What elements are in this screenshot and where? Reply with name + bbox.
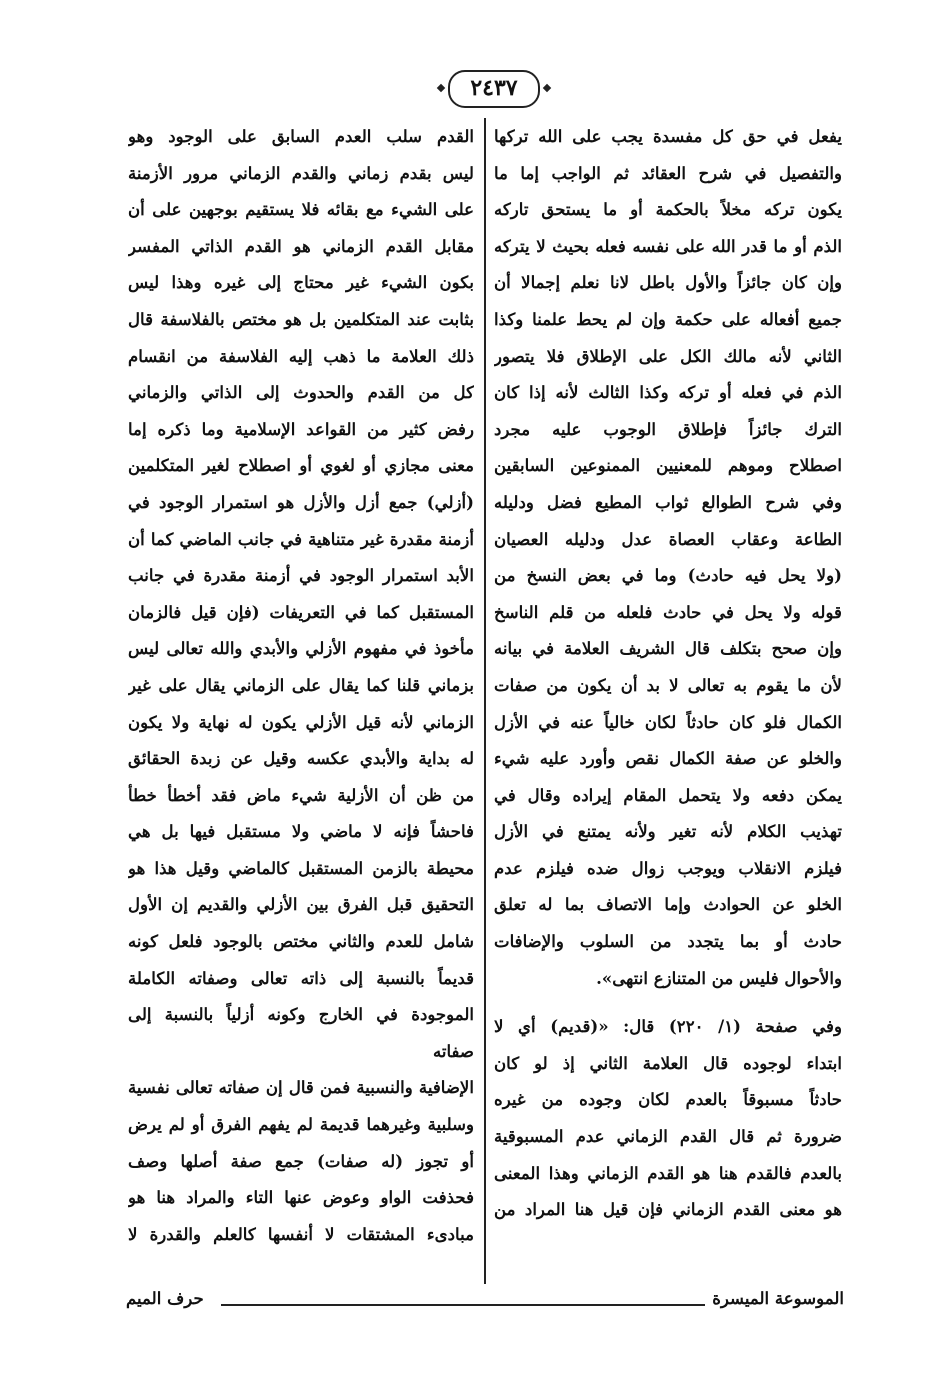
column-divider <box>484 118 486 1284</box>
paragraph-last-line <box>494 960 842 997</box>
right-column <box>494 118 842 1286</box>
page-footer <box>126 1286 844 1316</box>
text-line: مقابل القدم الزماني هو القدم الذاتي المفسر <box>128 235 474 256</box>
text-line: المستقبل كما في التعريفات (فإن قيل فالزمان <box>128 601 474 622</box>
text-line: وفي صفحة (١/ ٢٢٠) قال: «(قديم) أي لا <box>494 1016 842 1037</box>
text-line: من ظن أن الأزلية شيء ماض فقد أخطأ خطأ <box>128 784 474 805</box>
text-line: قوله ولا يحل في حادث فلعله من قلم الناسخ <box>494 601 842 622</box>
text-line: الذم في فعله أو تركه وكذا الثالث لأنه إذا كان <box>494 382 842 403</box>
page-number: ٢٤٣٧ <box>448 70 540 108</box>
text-line: يفعل في حق كل مفسدة يجب على الله تركها <box>494 126 842 146</box>
text-line: الأبد استمرار الوجود في أزمنة مقدرة في جانب <box>128 565 474 586</box>
text-line: بالعدم فالقدم هنا هو القدم الزماني وهذا المعنى <box>494 1162 842 1183</box>
text-line: على الشيء مع بقائه فلا يستقيم بوجهين على أن <box>128 199 474 220</box>
text-line: التحقيق قبل الفرق بين الأزلي والقديم إن الأول <box>128 894 474 915</box>
text-line: اصطلاح وموهم للمعنيين الممنوعين السابقين <box>494 455 842 476</box>
book-title: الموسوعة الميسرة <box>712 1288 844 1308</box>
text-line: الطاعة وعقاب العصاة عدل ودليله العصيان <box>494 528 842 549</box>
text-line: بزماني قلنا كما يقال على الزماني يقال على غير <box>128 674 474 695</box>
text-line: فحذفت الواو وعوض عنها التاء والمراد هنا هو <box>128 1187 474 1208</box>
text-line: مأخوذ في مفهوم الأزلي والأبدي والله تعالى ليس <box>128 638 474 659</box>
text-line: الخلو عن الحوادث وإما الاتصاف بما له تعلق <box>494 894 842 915</box>
text-line: يمكن دفعه ولا يتحمل المقام إيراده وقال في <box>494 784 842 805</box>
text-line: فاحشاً فإنه لا ماضي ولا مستقبل فيها بل هي <box>128 821 474 842</box>
text-line: والخلو عن صفة الكمال نقص وأورد عليه شيء <box>494 748 842 769</box>
text-line: القدم سلب العدم السابق على الوجود وهو <box>128 126 474 146</box>
text-line: بكون الشيء غير محتاج إلى غيره وهذا ليس <box>128 272 474 293</box>
text-line: حادثاً مسبوقاً بالعدم لكان وجوده من غيره <box>494 1089 842 1110</box>
text-line: وفي شرح الطوالع ثواب المطيع فضل ودليله <box>494 491 842 512</box>
text-line: هو معنى القدم الزماني فإن قيل هنا المراد من <box>494 1199 842 1220</box>
text-line: وإن صحح بتكلف قال الشريف العلامة في بيانه <box>494 638 842 659</box>
text-line: أو تجوز (له صفات) جمع صفة أصلها وصف <box>128 1150 474 1171</box>
text-line: وسلبية وغيرهما قديمة لم يفهم الفرق أو لم يرض <box>128 1114 474 1135</box>
text-line: ابتداء لوجوده قال العلامة الثاني إذ لو كان <box>494 1052 842 1073</box>
text-line: ضرورة ثم قال القدم الزماني عدم المسبوقية <box>494 1126 842 1147</box>
text-line: لأن ما يقوم به تعالى لا بد أن يكون من صفات <box>494 674 842 695</box>
text-line: الثاني لأنه مالك الكل على الإطلاق فلا يتصور <box>494 345 842 366</box>
footer-rule <box>221 1304 705 1306</box>
text-line: قديماً بالنسبة إلى ذاته تعالى وصفاته الكاملة <box>128 967 474 988</box>
text-line: ذلك العلامة ما ذهب إليه الفلاسفة من انقسام <box>128 345 474 366</box>
text-line: والتفصيل في شرح العقائد ثم الواجب إما ما <box>494 162 842 183</box>
paragraph <box>128 118 474 1252</box>
text-line: الذم أو ما قدر الله على نفسه فعله بحيث لا يتركه <box>494 235 842 256</box>
text-line: ليس بقدم زماني والقدم الزماني مرور الأزمنة <box>128 162 474 183</box>
text-line: يكون تركه مخلاً بالحكمة أو ما يستحق تاركه <box>494 199 842 220</box>
left-column <box>128 118 474 1286</box>
text-line: فيلزم الانقلاب ويوجب زوال ضده فيلزم عدم <box>494 857 842 878</box>
text-line: الزماني لأنه قيل الأزلي يكون له نهاية ولا يكون <box>128 711 474 732</box>
text-line: (أزلي) جمع أزل والأزل هو استمرار الوجود في <box>128 491 474 512</box>
text-line: شامل للعدم والثاني مختص بالوجود فلعل كونه <box>128 931 474 952</box>
text-line: كل من القدم والحدوث إلى الذاتي والزماني <box>128 382 474 403</box>
text-line: والأحوال فليس من المتنازع انتهى». <box>596 967 842 988</box>
text-line: الإضافية والنسبية فمن قال إن صفاته تعالى نفسية <box>128 1077 474 1098</box>
text-line: وإن كان جائزاً والأول باطل لانا نعلم إجمالا أن <box>494 272 842 293</box>
text-line: رفض كثير من القواعد الإسلامية وما ذكره إما <box>128 418 474 439</box>
text-line: مبادىء المشتقات لا أنفسها كالعلم والقدرة لا <box>128 1223 474 1244</box>
text-line: له بداية والأبدي عكسه وقيل عن زبدة الحقائق <box>128 748 474 769</box>
text-line: الكمال فلو كان حادثاً لكان خالياً عنه في الأزل <box>494 711 842 732</box>
text-line: أزمنة مقدرة غير متناهية في جانب الماضي كما أن <box>128 528 474 549</box>
text-line: الترك جائزاً فإطلاق الوجوب عليه مجرد <box>494 418 842 439</box>
text-line: معنى مجازي أو لغوي أو اصطلاح لغير المتكلمين <box>128 455 474 476</box>
text-line: تهذيب الكلام لأنه تغير ولأنه يمتنع في الأزل <box>494 821 842 842</box>
text-line: محيطة بالزمن المستقبل كالماضي وقيل هذا هو <box>128 857 474 878</box>
paragraph <box>494 118 842 960</box>
section-title: حرف الميم <box>126 1288 204 1308</box>
text-line: حادث أو بما يتجدد من السلوب والإضافات <box>494 931 842 952</box>
paragraph <box>494 1008 842 1228</box>
text-line: (ولا يحل فيه حادث) وما في بعض النسخ من <box>494 565 842 586</box>
text-line: الموجودة في الخارج وكونه أزلياً بالنسبة إلى صفاته <box>128 1004 474 1061</box>
text-line: جميع أفعاله على حكمة وإن لم يحط علمنا وكذا <box>494 308 842 329</box>
text-line: بثابت عند المتكلمين بل هو مختص بالفلاسفة قال <box>128 308 474 329</box>
